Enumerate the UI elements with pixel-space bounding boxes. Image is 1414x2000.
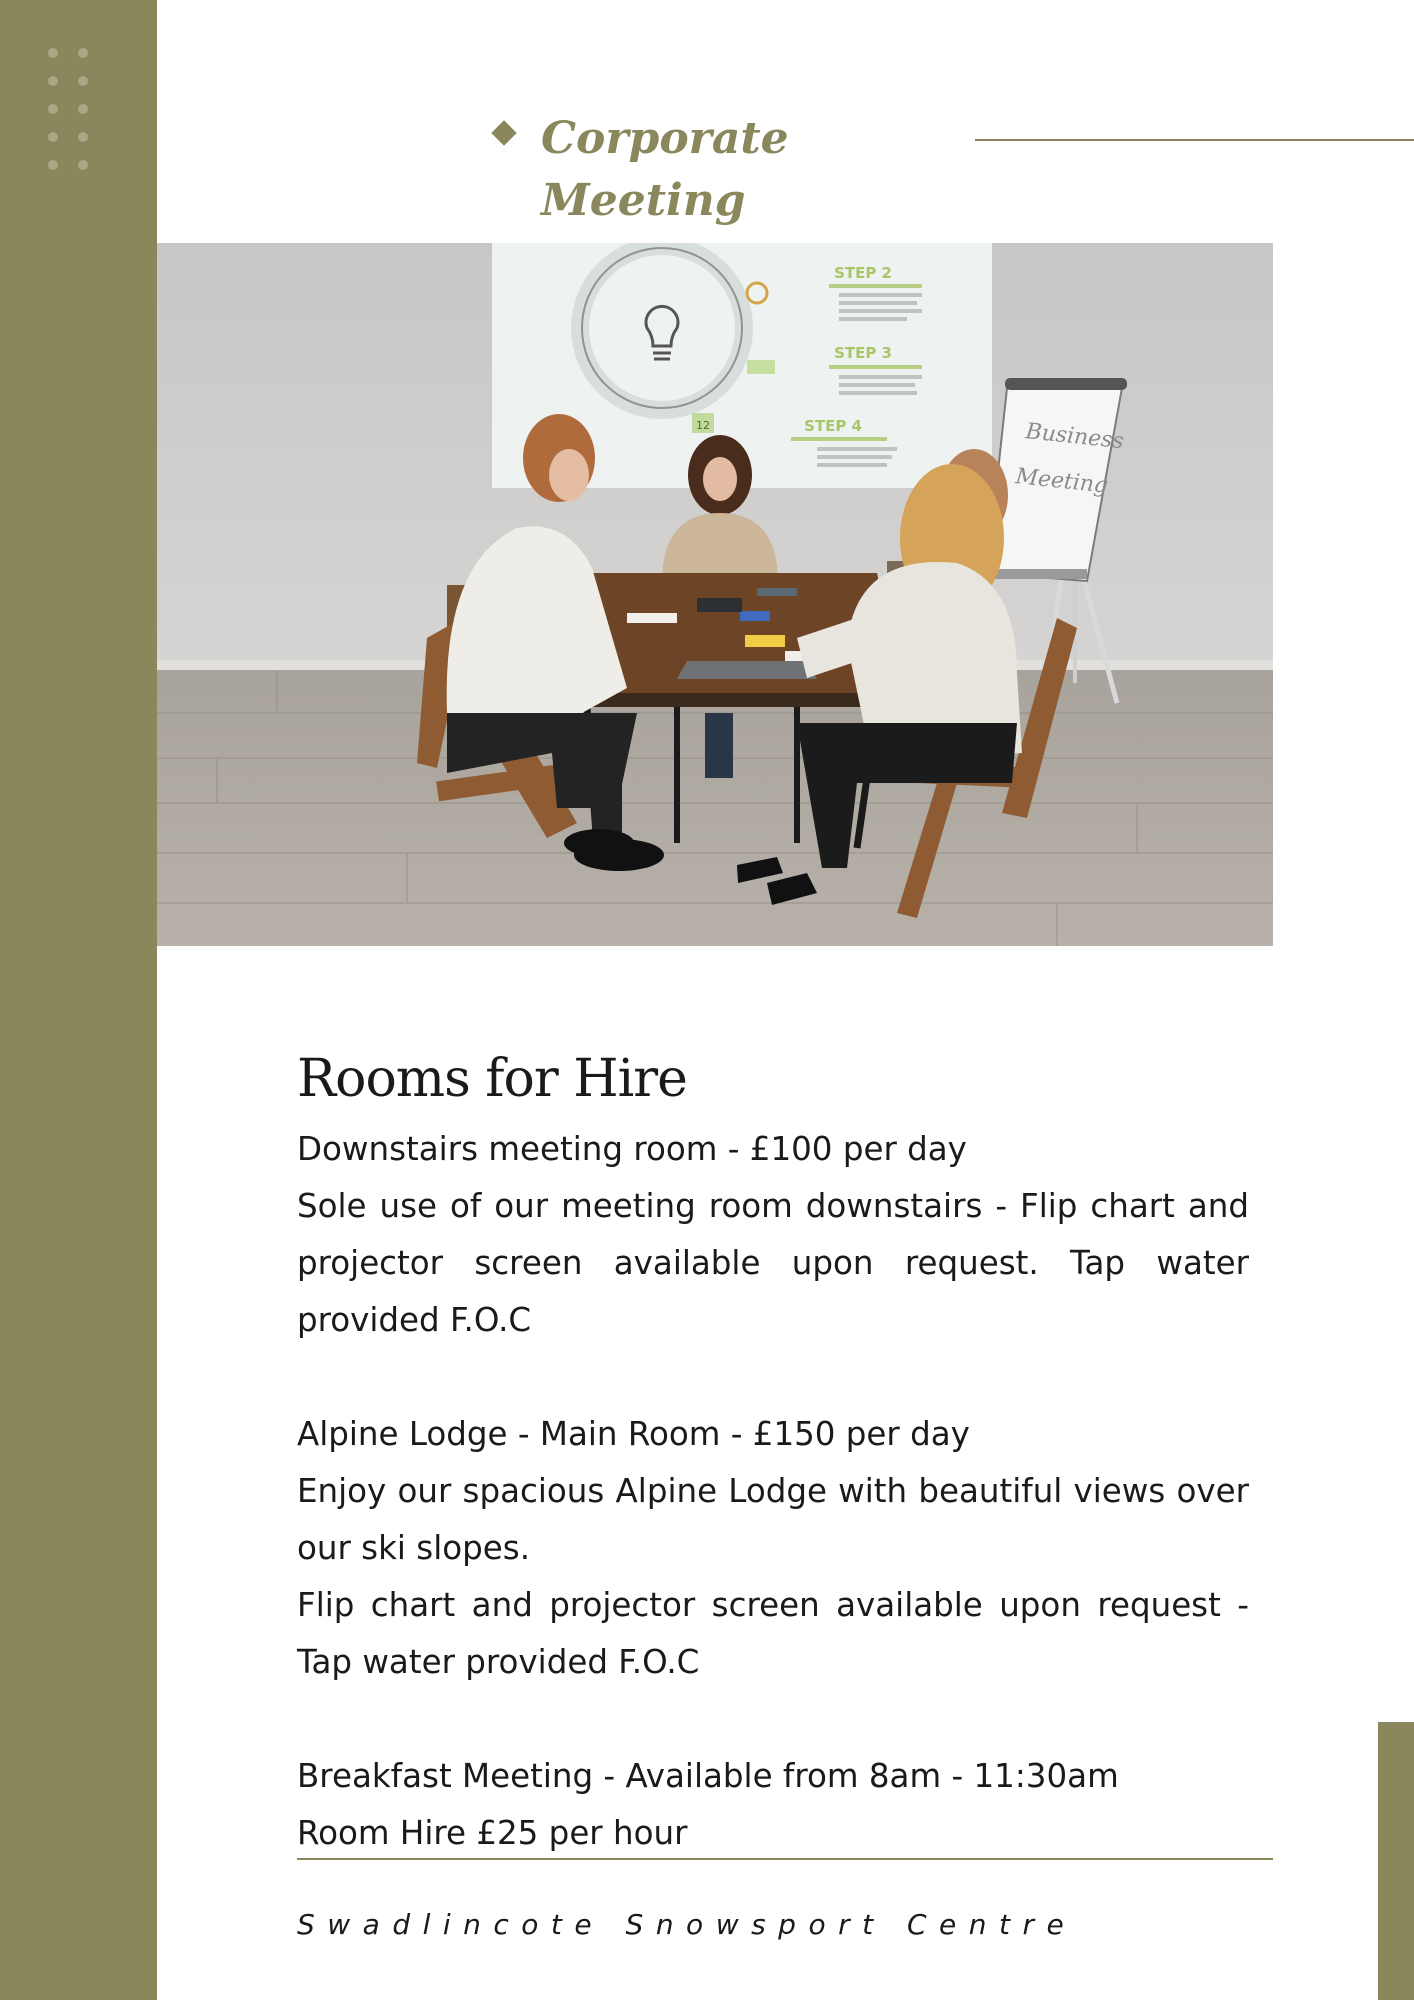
- left-accent-bar: [0, 0, 157, 2000]
- flipchart-line-1: Business: [1024, 419, 1125, 455]
- rooms-section: [297, 1045, 1249, 1862]
- room-alpine-description: Enjoy our spacious Alpine Lodge with beautiful views over our ski slopes.: [297, 1472, 1249, 1567]
- title-divider-line: [975, 139, 1414, 141]
- slide-step-2: STEP 2: [834, 264, 892, 282]
- dot: [48, 132, 58, 142]
- room-alpine-title: Alpine Lodge - Main Room - £150 per day: [297, 1415, 970, 1453]
- meeting-photo: [157, 243, 1273, 946]
- dot: [78, 76, 88, 86]
- right-accent-block: [1378, 1722, 1414, 2000]
- room-alpine-equipment: Flip chart and projector screen available upon request - Tap water provided F.O.C: [297, 1586, 1249, 1681]
- dot: [48, 76, 58, 86]
- calendar-day: 12: [696, 419, 710, 432]
- flipchart-line-2: Meeting: [1014, 464, 1110, 499]
- dot: [78, 104, 88, 114]
- title-line-1: Corporate Meeting: [541, 113, 789, 226]
- room-downstairs-title: Downstairs meeting room - £100 per day: [297, 1130, 967, 1168]
- breakfast-meeting-price: Room Hire £25 per hour: [297, 1814, 688, 1852]
- footer-divider-line: [297, 1858, 1273, 1860]
- dot-grid-decoration: [48, 48, 96, 178]
- diamond-icon: [491, 120, 516, 145]
- section-heading: Rooms for Hire: [297, 1049, 687, 1109]
- slide-step-4: STEP 4: [804, 417, 862, 435]
- slide-step-3: STEP 3: [834, 344, 892, 362]
- breakfast-meeting-title: Breakfast Meeting - Available from 8am - 11:30am: [297, 1757, 1119, 1795]
- dot: [78, 132, 88, 142]
- page-title: [495, 108, 925, 238]
- dot: [78, 48, 88, 58]
- dot: [48, 104, 58, 114]
- dot: [78, 160, 88, 170]
- dot: [48, 160, 58, 170]
- spacer: [297, 1349, 1249, 1406]
- room-downstairs-description: Sole use of our meeting room downstairs - Flip chart and projector screen available upon request. Tap water provided F.O.C: [297, 1187, 1249, 1339]
- spacer: [297, 1691, 1249, 1748]
- chat-icon: [747, 360, 775, 374]
- dot: [48, 48, 58, 58]
- footer-organisation: Swadlincote Snowsport Centre: [297, 1908, 1077, 1941]
